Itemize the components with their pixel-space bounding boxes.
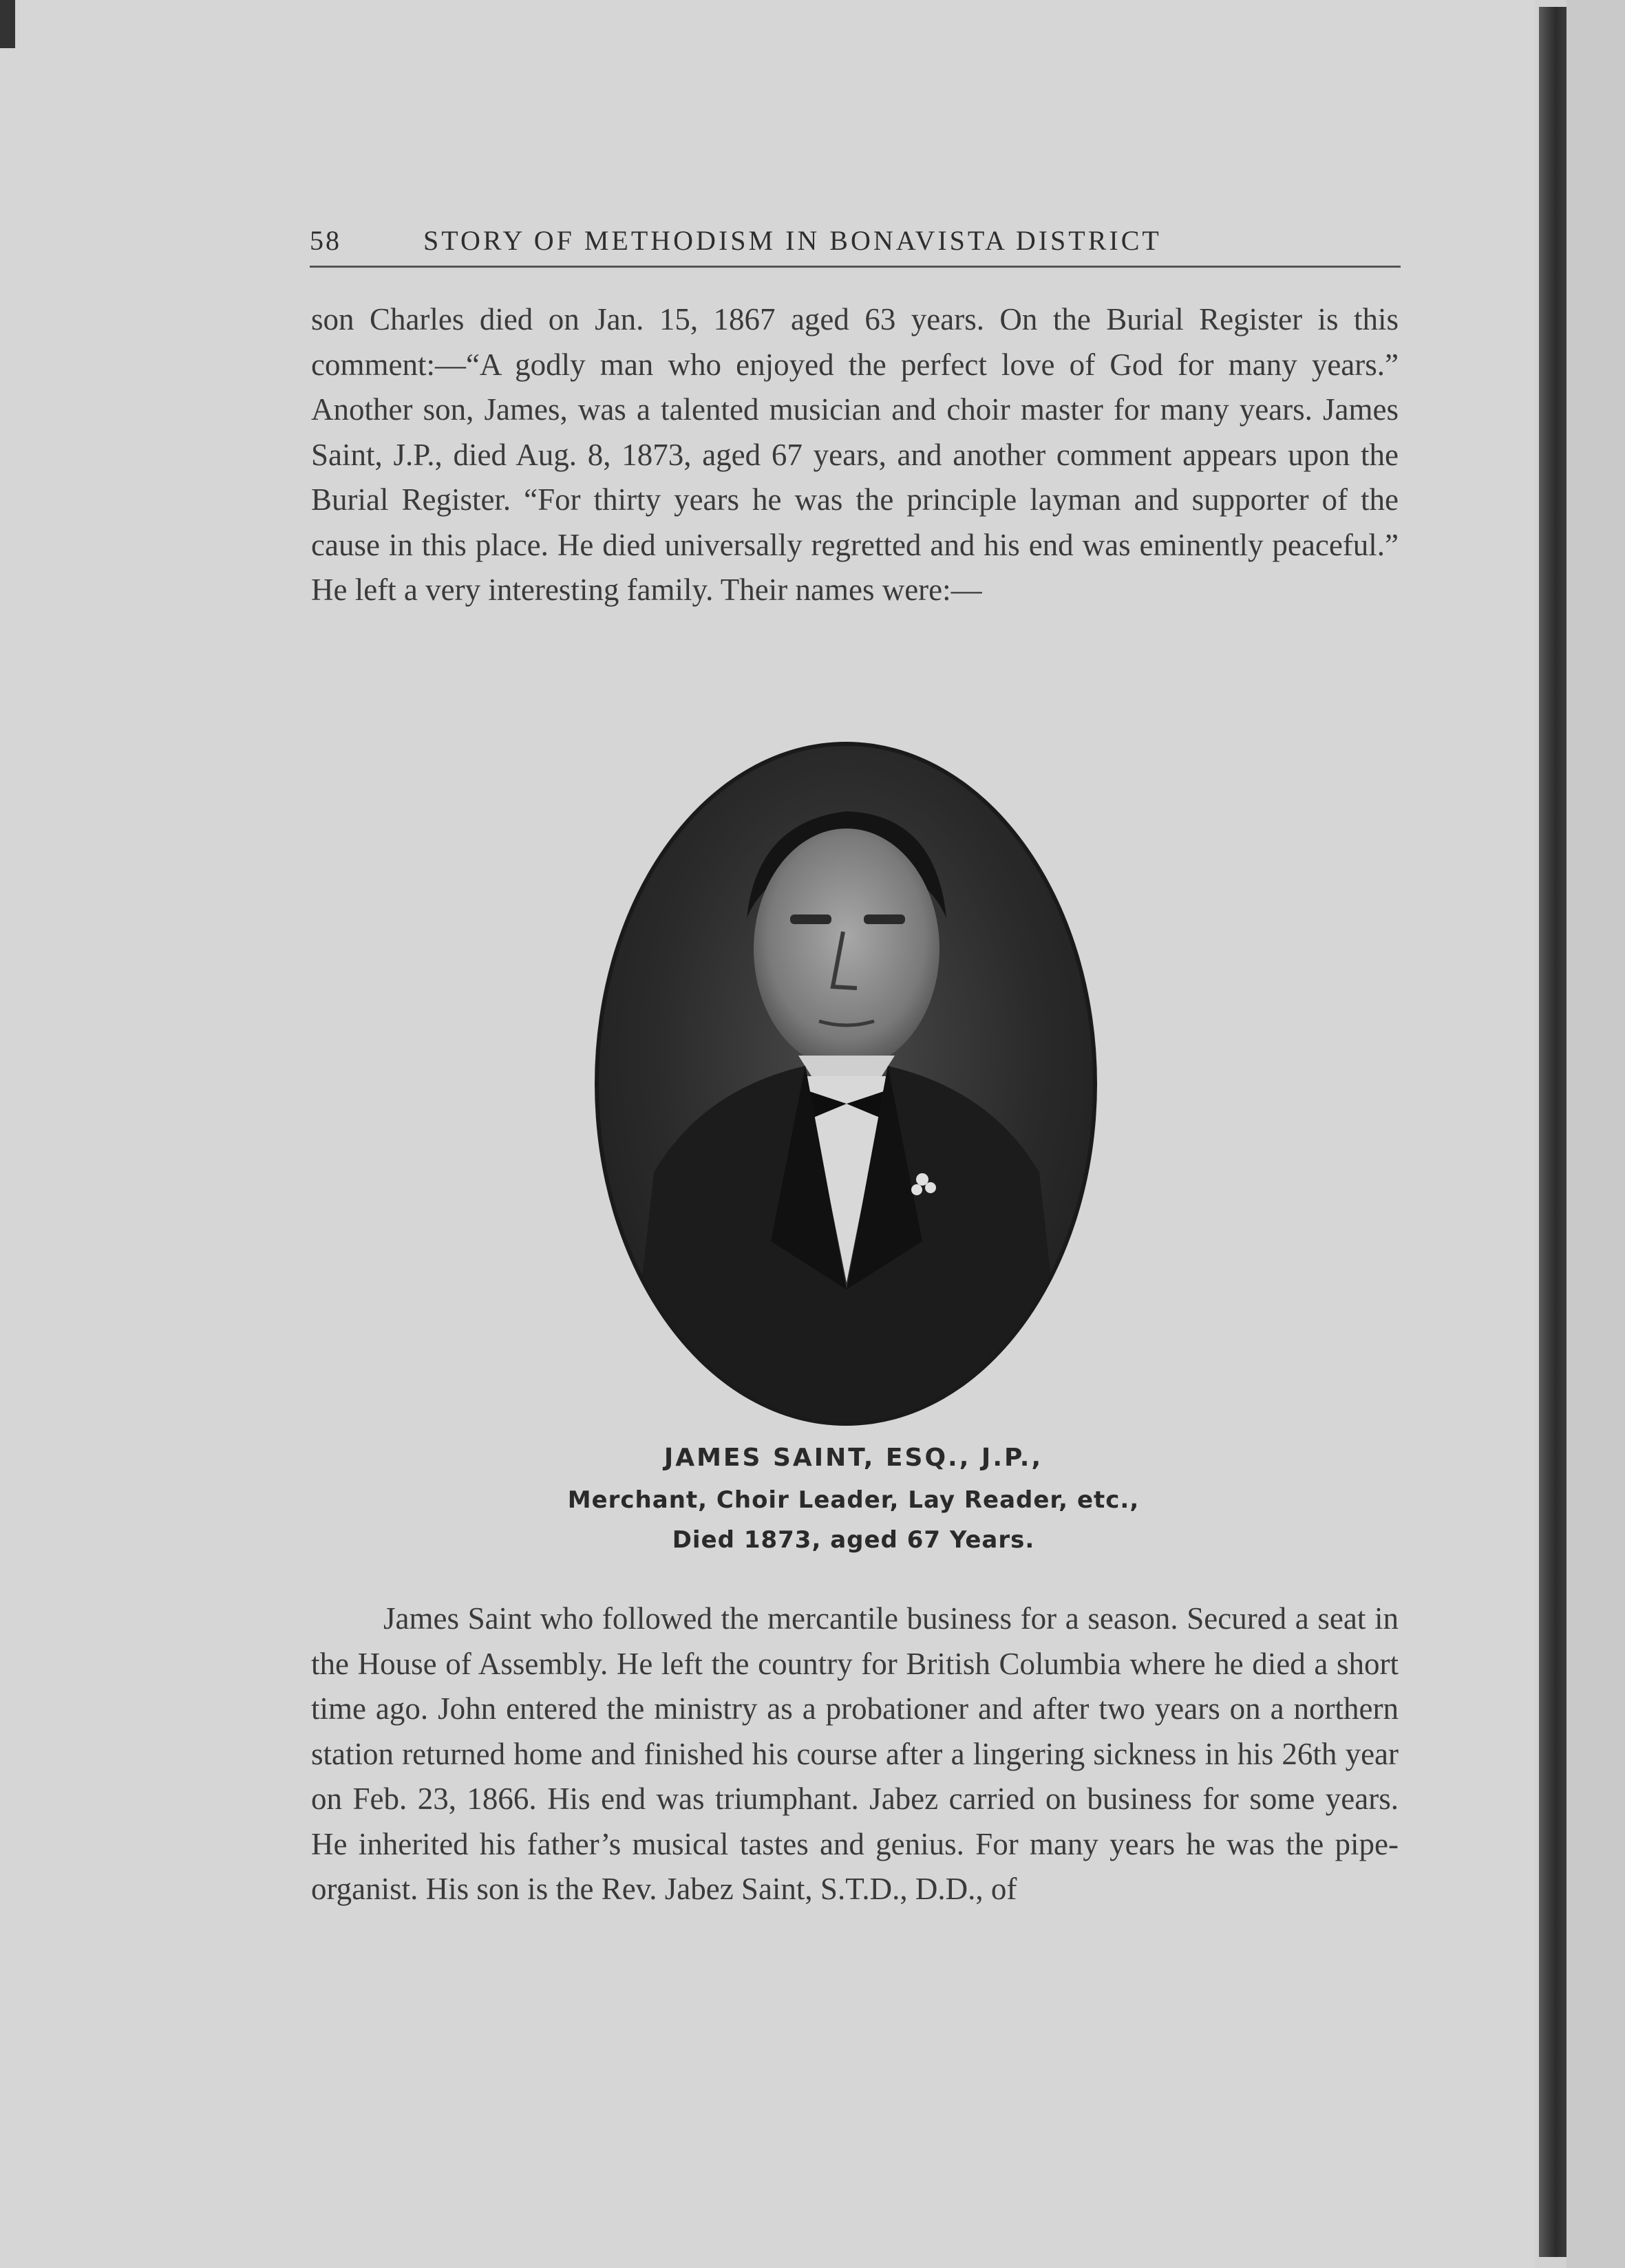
running-header	[310, 224, 1401, 268]
body-paragraph-1: son Charles died on Jan. 15, 1867 aged 63 years. On the Burial Register is this comment:—“A godly man who enjoyed the perfect love of God for many years.” Another son, James, was a talented musician and choir master for many years. James Saint, J.P., died Aug. 8, 1873, aged 67 years, and another comment appears upon the Burial Register. “For thirty years he was the principle layman and supporter of the cause in this place. He died universally regretted and his end was eminently peaceful.” He left a very interesting family. Their names were:—	[311, 302, 1399, 607]
caption-died: Died 1873, aged 67 Years.	[672, 1526, 1035, 1554]
scan-corner-mark	[0, 0, 15, 48]
caption-roles: Merchant, Choir Leader, Lay Reader, etc.,	[567, 1486, 1140, 1514]
caption-name: JAMES SAINT, ESQ., J.P.,	[663, 1444, 1043, 1472]
scan-margin	[1566, 0, 1625, 2268]
portrait-photo	[595, 742, 1097, 1426]
body-paragraph-2: James Saint who followed the mercantile business for a season. Secured a seat in the House of Assembly. He left the country for British Columbia where he died a short time ago. John entered the ministry as a probationer and after two years on a northern station returned home and finished his course after a lingering sickness in his 26th year on Feb. 23, 1866. His end was triumphant. Jabez carried on business for some years. He inherited his father’s musical tastes and genius. For many years he was the pipe-organist. His son is the Rev. Jabez Saint, S.T.D., D.D., of	[311, 1601, 1399, 1906]
page-number: 58	[310, 225, 341, 256]
portrait-figure-drawing	[599, 746, 1093, 1422]
page-edge-shadow	[1539, 7, 1566, 2257]
running-title: STORY OF METHODISM IN BONAVISTA DISTRICT	[423, 225, 1162, 256]
